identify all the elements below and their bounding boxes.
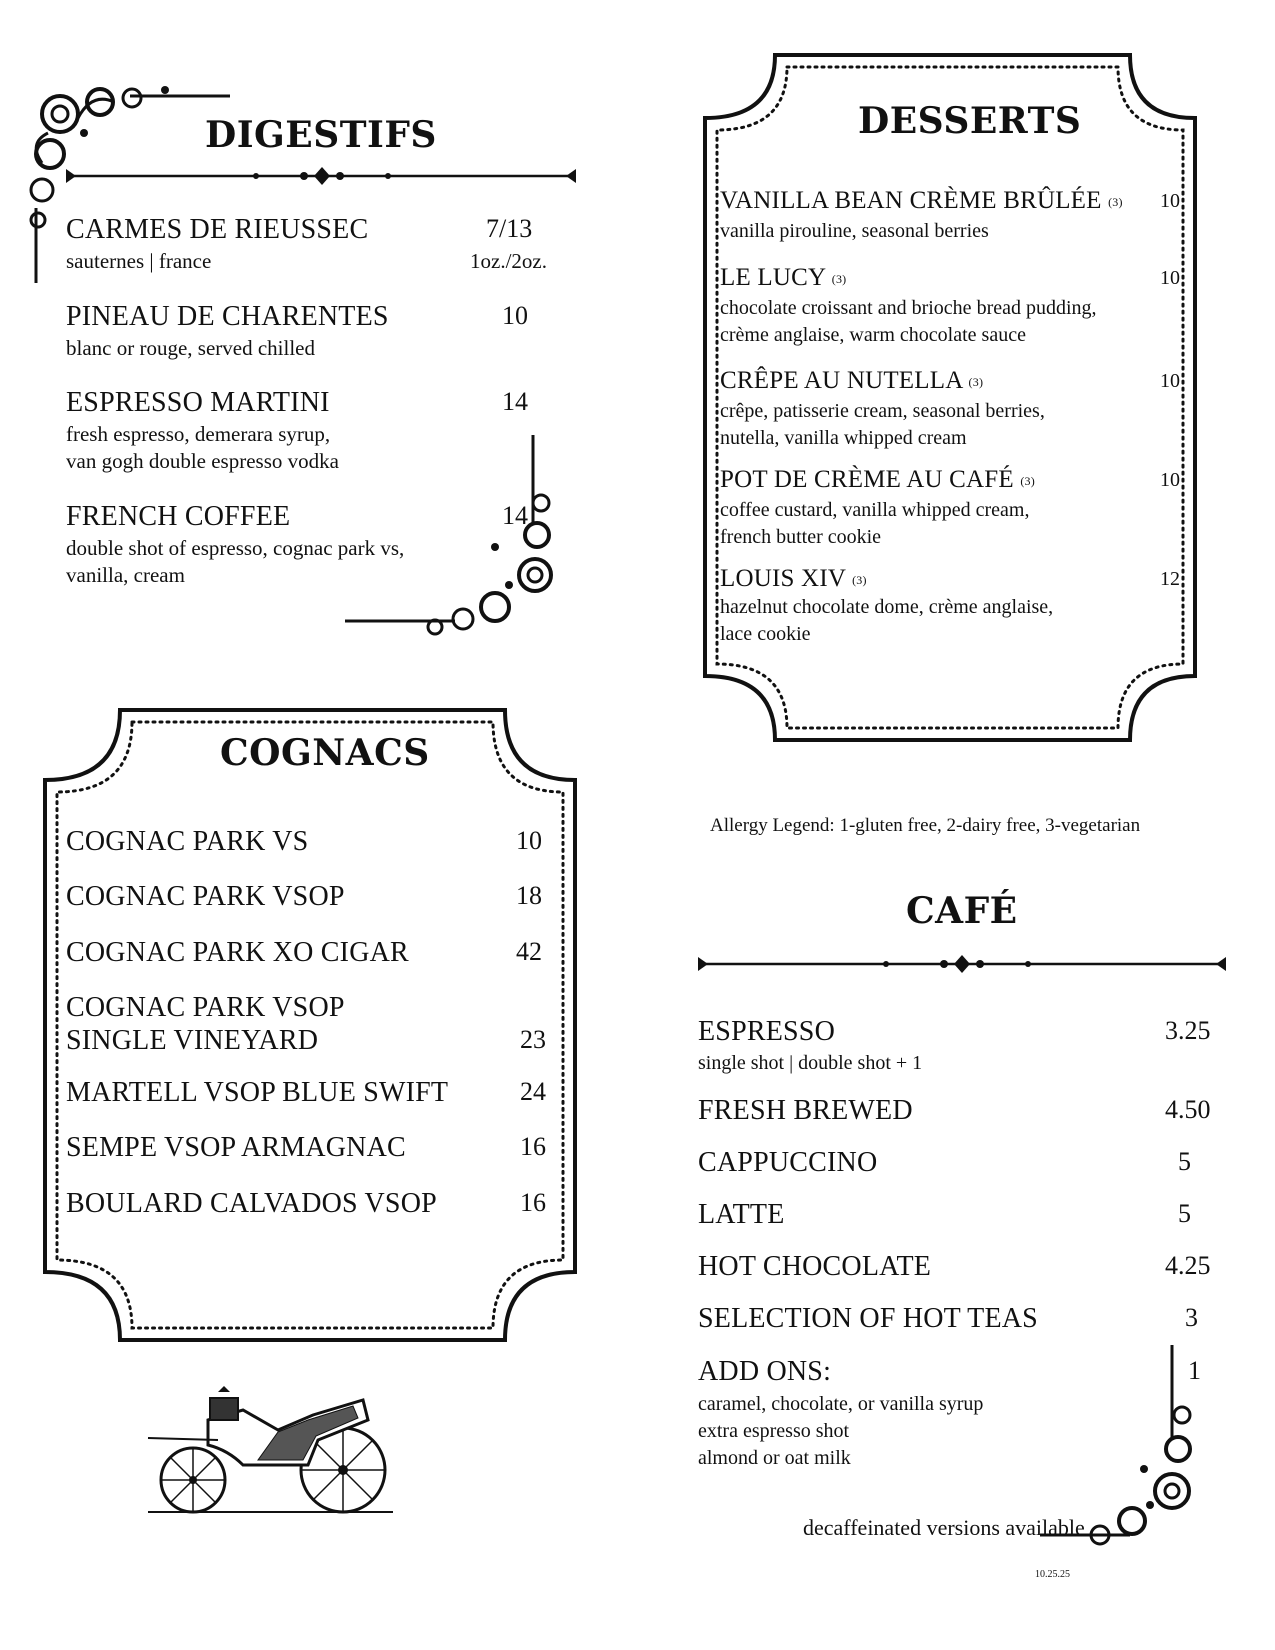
menu-item-price: 16 — [520, 1132, 546, 1161]
menu-item-name: SINGLE VINEYARD — [66, 1025, 319, 1056]
menu-item-description: chocolate croissant and brioche bread pudding, — [720, 297, 1097, 319]
cognacs-title: COGNACS — [220, 732, 430, 774]
cafe-divider — [698, 951, 1226, 977]
menu-item-price: 1 — [1188, 1356, 1201, 1385]
menu-item-name: SEMPE VSOP ARMAGNAC — [66, 1132, 406, 1163]
desserts-title: DESSERTS — [858, 100, 1082, 142]
allergy-tag: (3) — [1020, 473, 1035, 488]
menu-item-price: 18 — [516, 881, 542, 910]
menu-item-description: sauternes | france — [66, 249, 212, 273]
menu-item-description: crêpe, patisserie cream, seasonal berries, — [720, 400, 1045, 422]
menu-item-name: SELECTION OF HOT TEAS — [698, 1303, 1038, 1334]
digestifs-title: DIGESTIFS — [205, 114, 437, 156]
menu-item-price: 10 — [502, 301, 528, 330]
menu-item-name: VANILLA BEAN CRÈME BRÛLÉE (3) — [720, 187, 1123, 214]
menu-item-description: van gogh double espresso vodka — [66, 449, 339, 473]
menu-item-description: blanc or rouge, served chilled — [66, 336, 315, 360]
menu-item-price-note: 1oz./2oz. — [470, 249, 547, 273]
menu-item-name: CAPPUCCINO — [698, 1147, 878, 1178]
allergy-tag: (3) — [1108, 194, 1123, 209]
allergy-tag: (3) — [852, 572, 867, 587]
menu-item-price: 42 — [516, 937, 542, 966]
allergy-legend: Allergy Legend: 1-gluten free, 2-dairy free, 3-vegetarian — [710, 815, 1141, 836]
menu-item-name: LE LUCY (3) — [720, 264, 847, 291]
menu-item-price: 5 — [1178, 1147, 1191, 1176]
cafe-title: CAFÉ — [906, 890, 1018, 932]
menu-item-name: FRESH BREWED — [698, 1095, 913, 1126]
menu-item-price: 12 — [1160, 568, 1180, 590]
menu-item-description: crème anglaise, warm chocolate sauce — [720, 324, 1026, 346]
menu-item-description: vanilla pirouline, seasonal berries — [720, 220, 989, 242]
menu-item-description: coffee custard, vanilla whipped cream, — [720, 499, 1030, 521]
menu-item-price: 14 — [502, 501, 528, 530]
menu-item-price: 7/13 — [486, 214, 533, 243]
menu-item-price: 3 — [1185, 1303, 1198, 1332]
menu-item-name: CRÊPE AU NUTELLA (3) — [720, 367, 984, 394]
menu-item-price: 10 — [1160, 267, 1180, 289]
menu-item-name: FRENCH COFFEE — [66, 501, 291, 532]
decaf-note: decaffeinated versions available — [803, 1515, 1085, 1540]
menu-item-description: lace cookie — [720, 623, 811, 645]
carriage-illustration — [148, 1390, 398, 1520]
menu-item-name: POT DE CRÈME AU CAFÉ (3) — [720, 466, 1035, 493]
menu-item-description: double shot of espresso, cognac park vs, — [66, 536, 405, 560]
menu-item-name: ESPRESSO — [698, 1016, 835, 1047]
menu-item-price: 10 — [1160, 469, 1180, 491]
menu-item-price: 24 — [520, 1077, 546, 1106]
allergy-tag: (3) — [968, 374, 984, 389]
menu-item-price: 23 — [520, 1025, 546, 1054]
menu-item-price: 16 — [520, 1188, 546, 1217]
menu-item-price: 14 — [502, 387, 528, 416]
menu-item-price: 10 — [1160, 190, 1180, 212]
allergy-tag: (3) — [831, 271, 847, 286]
menu-item-description: extra espresso shot — [698, 1420, 850, 1442]
menu-item-name: ESPRESSO MARTINI — [66, 387, 330, 418]
menu-item-name: LATTE — [698, 1199, 785, 1230]
date-code: 10.25.25 — [1035, 1569, 1070, 1580]
menu-item-price: 4.50 — [1165, 1095, 1211, 1124]
menu-item-price: 10 — [516, 826, 542, 855]
menu-item-name: LOUIS XIV (3) — [720, 565, 867, 592]
menu-item-name: HOT CHOCOLATE — [698, 1251, 932, 1282]
menu-item-name: MARTELL VSOP BLUE SWIFT — [66, 1077, 449, 1108]
menu-item-description: fresh espresso, demerara syrup, — [66, 422, 331, 446]
menu-item-name: ADD ONS: — [698, 1356, 832, 1387]
menu-item-description: caramel, chocolate, or vanilla syrup — [698, 1393, 984, 1415]
menu-item-description: vanilla, cream — [66, 563, 185, 587]
menu-item-price: 10 — [1160, 370, 1180, 392]
menu-item-name: COGNAC PARK VSOP — [66, 881, 345, 912]
menu-item-price: 4.25 — [1165, 1251, 1211, 1280]
menu-item-name: COGNAC PARK VSOP — [66, 992, 345, 1023]
menu-item-description: almond or oat milk — [698, 1447, 851, 1469]
menu-item-name: PINEAU DE CHARENTES — [66, 301, 389, 332]
menu-item-name: COGNAC PARK XO CIGAR — [66, 937, 409, 968]
menu-item-description: french butter cookie — [720, 526, 882, 548]
menu-item-description: nutella, vanilla whipped cream — [720, 427, 967, 449]
menu-item-name: CARMES DE RIEUSSEC — [66, 214, 369, 245]
menu-item-price: 5 — [1178, 1199, 1191, 1228]
menu-item-description: single shot | double shot + 1 — [698, 1052, 923, 1074]
menu-item-description: hazelnut chocolate dome, crème anglaise, — [720, 596, 1054, 618]
menu-item-price: 3.25 — [1165, 1016, 1211, 1045]
menu-item-name: COGNAC PARK VS — [66, 826, 309, 857]
menu-item-name: BOULARD CALVADOS VSOP — [66, 1188, 437, 1219]
